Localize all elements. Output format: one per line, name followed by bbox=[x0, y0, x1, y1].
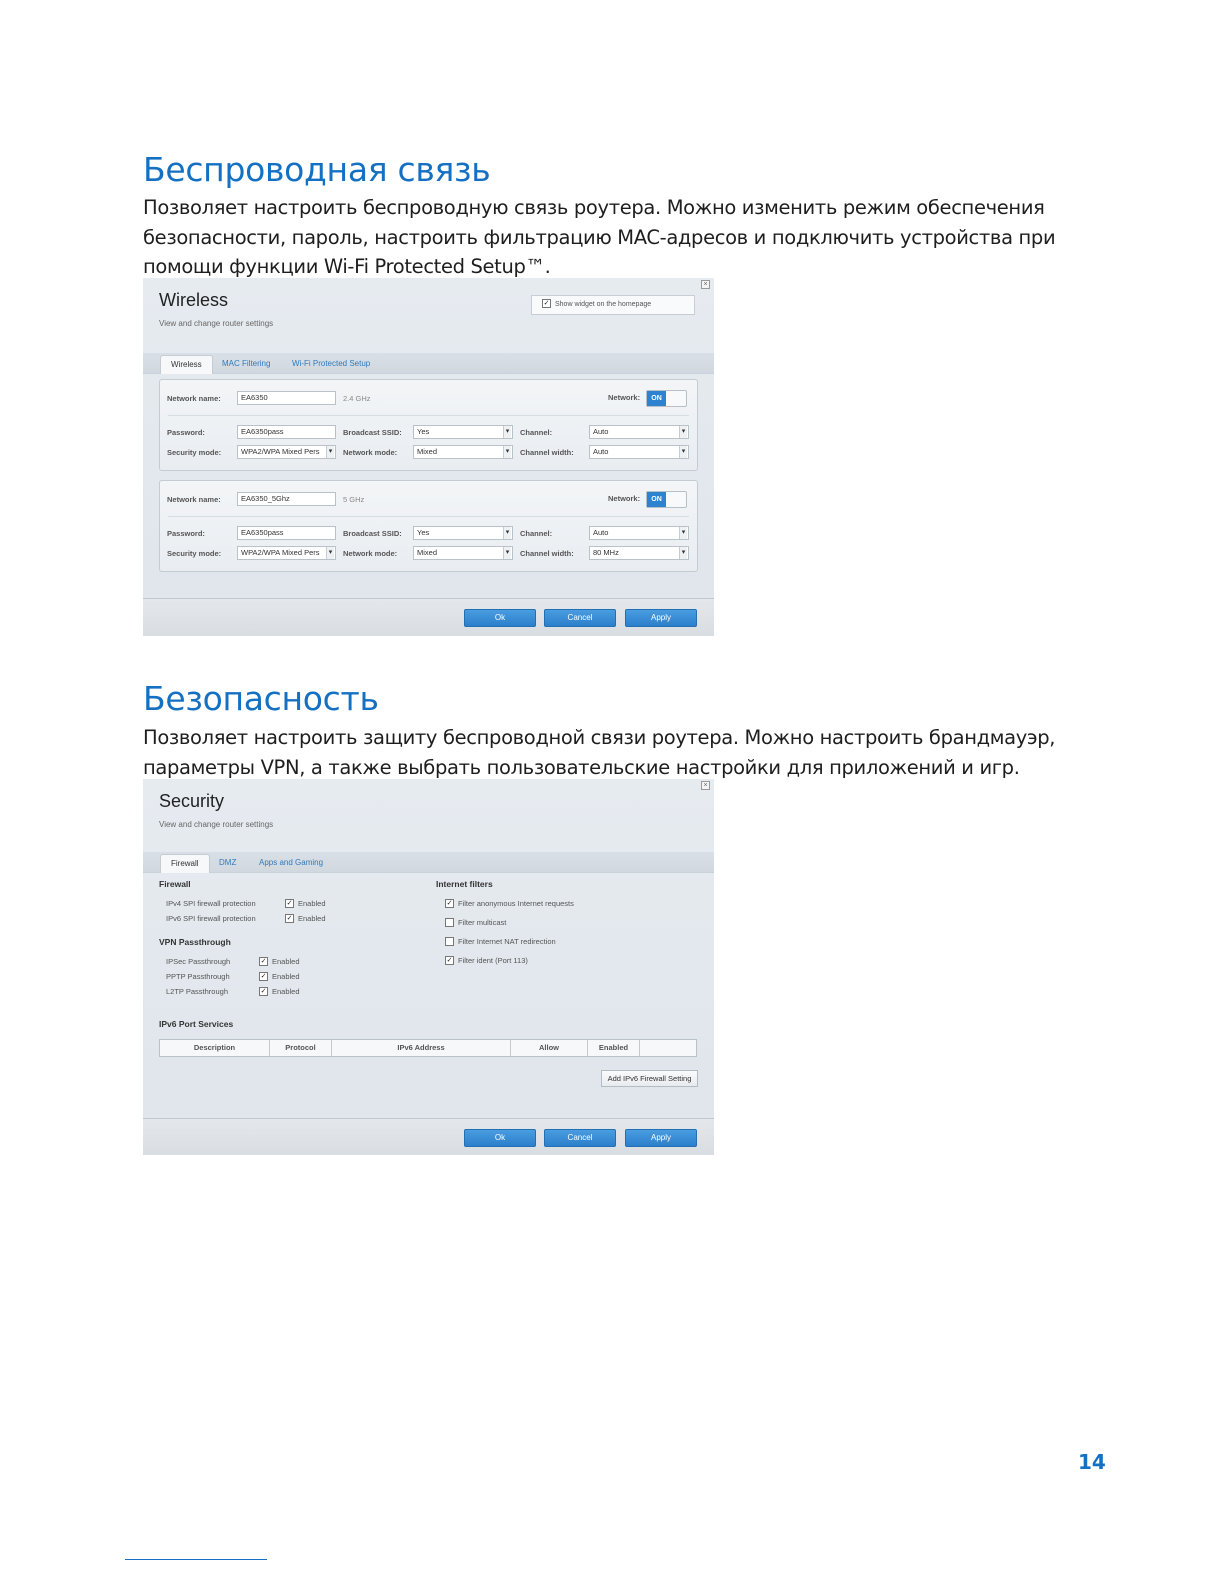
panel-footer bbox=[143, 598, 714, 636]
enabled-label: Enabled bbox=[298, 914, 326, 923]
checkbox-checked-icon[interactable]: ✓ bbox=[446, 899, 453, 907]
filter-label: Filter multicast bbox=[458, 918, 507, 927]
band-24ghz bbox=[159, 379, 698, 471]
channel-width-label: Channel width: bbox=[520, 448, 574, 457]
broadcast-ssid-select[interactable]: Yes ▾ bbox=[413, 425, 513, 439]
security-description: Позволяет настроить защиту беспроводной связи роутера. Можно настроить брандмауэр, параметры VPN, а также выбрать пользовательские настройки для приложений и игр. bbox=[143, 726, 1056, 779]
tab-wifi-protected-setup[interactable]: Wi-Fi Protected Setup bbox=[292, 359, 371, 368]
security-mode-select[interactable]: WPA2/WPA Mixed Pers ▾ bbox=[237, 546, 336, 560]
ipsec-option[interactable] bbox=[259, 957, 300, 967]
ok-button[interactable]: Ok bbox=[464, 1129, 536, 1147]
tab-mac-filtering[interactable]: MAC Filtering bbox=[222, 359, 271, 368]
pptp-label: PPTP Passthrough bbox=[166, 972, 230, 981]
col-description: Description bbox=[160, 1040, 270, 1056]
col-protocol: Protocol bbox=[270, 1040, 332, 1056]
channel-label: Channel: bbox=[520, 529, 553, 538]
network-name-input[interactable]: EA6350 bbox=[237, 391, 336, 405]
add-ipv6-firewall-setting-button[interactable]: Add IPv6 Firewall Setting bbox=[601, 1070, 698, 1087]
l2tp-option[interactable] bbox=[259, 987, 300, 997]
security-tabs bbox=[143, 852, 714, 873]
panel-title: Wireless bbox=[159, 290, 229, 310]
channel-label: Channel: bbox=[520, 428, 553, 437]
show-widget-option[interactable] bbox=[531, 295, 695, 315]
filter-label: Filter anonymous Internet requests bbox=[458, 899, 574, 908]
close-icon[interactable]: × bbox=[701, 781, 710, 790]
internet-filters-heading: Internet filters bbox=[436, 879, 493, 889]
vpn-heading: VPN Passthrough bbox=[159, 937, 231, 947]
network-mode-select[interactable]: Mixed ▾ bbox=[413, 546, 513, 560]
footnote-divider bbox=[125, 1559, 267, 1560]
tab-dmz[interactable]: DMZ bbox=[219, 858, 237, 867]
toggle-on-label: ON bbox=[647, 391, 666, 406]
network-toggle[interactable] bbox=[646, 390, 687, 407]
page-number: 14 bbox=[1078, 1450, 1106, 1474]
filter-nat-option[interactable] bbox=[445, 937, 556, 947]
network-toggle[interactable] bbox=[646, 491, 687, 508]
filter-anonymous-option[interactable] bbox=[445, 899, 574, 909]
tab-firewall[interactable]: Firewall bbox=[160, 854, 210, 873]
channel-width-select[interactable]: Auto ▾ bbox=[589, 445, 689, 459]
wireless-description: Позволяет настроить беспроводную связь роутера. Можно изменить режим обеспечения безопасности, пароль, настроить фильтрацию MAC-адресов и подключить устройства при помощи функции Wi-Fi Protected Setup™. bbox=[143, 196, 1056, 278]
filter-label: Filter ident (Port 113) bbox=[458, 956, 528, 965]
channel-select[interactable]: Auto ▾ bbox=[589, 425, 689, 439]
cancel-button[interactable]: Cancel bbox=[544, 1129, 616, 1147]
ipv6-port-services-heading: IPv6 Port Services bbox=[159, 1019, 234, 1029]
network-name-label: Network name: bbox=[167, 495, 221, 504]
checkbox-checked-icon[interactable]: ✓ bbox=[286, 899, 293, 907]
channel-width-select[interactable]: 80 MHz ▾ bbox=[589, 546, 689, 560]
checkbox-checked-icon[interactable]: ✓ bbox=[260, 987, 267, 995]
network-mode-label: Network mode: bbox=[343, 549, 398, 558]
checkbox-checked-icon[interactable]: ✓ bbox=[446, 956, 453, 964]
network-name-input[interactable]: EA6350_5Ghz bbox=[237, 492, 336, 506]
panel-subtitle: View and change router settings bbox=[159, 319, 274, 328]
panel-footer bbox=[143, 1118, 714, 1155]
enabled-label: Enabled bbox=[272, 987, 300, 996]
ipv6-firewall-label: IPv6 SPI firewall protection bbox=[166, 914, 256, 923]
band-label: 2.4 GHz bbox=[343, 394, 371, 403]
ok-button[interactable]: Ok bbox=[464, 609, 536, 627]
broadcast-ssid-label: Broadcast SSID: bbox=[343, 529, 402, 538]
ipsec-label: IPSec Passthrough bbox=[166, 957, 231, 966]
security-mode-select[interactable]: WPA2/WPA Mixed Pers ▾ bbox=[237, 445, 336, 459]
wireless-panel bbox=[143, 278, 714, 636]
channel-select[interactable]: Auto ▾ bbox=[589, 526, 689, 540]
security-mode-label: Security mode: bbox=[167, 448, 222, 457]
password-label: Password: bbox=[167, 428, 205, 437]
col-ipv6-address: IPv6 Address bbox=[332, 1040, 511, 1056]
network-mode-select[interactable]: Mixed ▾ bbox=[413, 445, 513, 459]
apply-button[interactable]: Apply bbox=[625, 609, 697, 627]
network-label: Network: bbox=[608, 393, 641, 402]
security-heading: Безопасность bbox=[143, 679, 379, 718]
checkbox-checked-icon[interactable]: ✓ bbox=[543, 299, 550, 307]
filter-multicast-option[interactable] bbox=[445, 918, 506, 928]
col-actions bbox=[640, 1040, 696, 1056]
col-enabled: Enabled bbox=[588, 1040, 640, 1056]
checkbox-checked-icon[interactable]: ✓ bbox=[260, 957, 267, 965]
firewall-heading: Firewall bbox=[159, 879, 191, 889]
checkbox-unchecked-icon[interactable] bbox=[445, 937, 454, 946]
channel-width-label: Channel width: bbox=[520, 549, 574, 558]
enabled-label: Enabled bbox=[272, 972, 300, 981]
network-name-label: Network name: bbox=[167, 394, 221, 403]
password-input[interactable]: EA6350pass bbox=[237, 526, 336, 540]
wireless-heading: Беспроводная связь bbox=[143, 150, 491, 189]
divider bbox=[168, 415, 689, 416]
band-5ghz bbox=[159, 480, 698, 572]
pptp-option[interactable] bbox=[259, 972, 300, 982]
toggle-on-label: ON bbox=[647, 492, 666, 507]
ipv6-table-header bbox=[159, 1039, 697, 1057]
ipv6-firewall-option[interactable] bbox=[285, 914, 326, 924]
l2tp-label: L2TP Passthrough bbox=[166, 987, 228, 996]
divider bbox=[168, 516, 689, 517]
tab-wireless[interactable]: Wireless bbox=[160, 355, 213, 374]
broadcast-ssid-select[interactable]: Yes ▾ bbox=[413, 526, 513, 540]
wireless-tabs bbox=[143, 353, 714, 374]
ipv4-firewall-option[interactable] bbox=[285, 899, 326, 909]
security-panel bbox=[143, 779, 714, 1155]
filter-ident-option[interactable] bbox=[445, 956, 528, 966]
password-label: Password: bbox=[167, 529, 205, 538]
ipv4-firewall-label: IPv4 SPI firewall protection bbox=[166, 899, 256, 908]
network-label: Network: bbox=[608, 494, 641, 503]
network-mode-label: Network mode: bbox=[343, 448, 398, 457]
checkbox-checked-icon[interactable]: ✓ bbox=[286, 914, 293, 922]
checkbox-unchecked-icon[interactable] bbox=[445, 918, 454, 927]
cancel-button[interactable]: Cancel bbox=[544, 609, 616, 627]
close-icon[interactable]: × bbox=[701, 280, 710, 289]
col-allow: Allow bbox=[511, 1040, 588, 1056]
tab-apps-and-gaming[interactable]: Apps and Gaming bbox=[259, 858, 324, 867]
panel-title: Security bbox=[159, 791, 225, 811]
password-input[interactable]: EA6350pass bbox=[237, 425, 336, 439]
show-widget-label: Show widget on the homepage bbox=[555, 301, 652, 308]
security-mode-label: Security mode: bbox=[167, 549, 222, 558]
filter-label: Filter Internet NAT redirection bbox=[458, 937, 556, 946]
broadcast-ssid-label: Broadcast SSID: bbox=[343, 428, 402, 437]
band-label: 5 GHz bbox=[343, 495, 365, 504]
apply-button[interactable]: Apply bbox=[625, 1129, 697, 1147]
checkbox-checked-icon[interactable]: ✓ bbox=[260, 972, 267, 980]
enabled-label: Enabled bbox=[272, 957, 300, 966]
panel-subtitle: View and change router settings bbox=[159, 820, 274, 829]
enabled-label: Enabled bbox=[298, 899, 326, 908]
